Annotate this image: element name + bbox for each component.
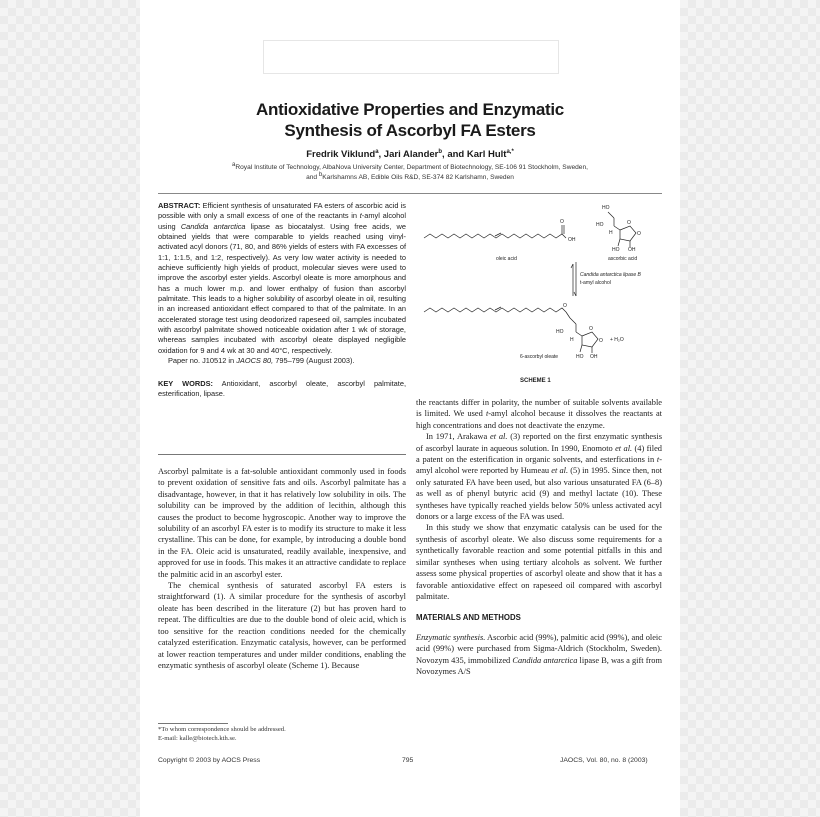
oleic-o-label: O [560,219,564,225]
water-byproduct: + H₂O [610,337,624,343]
paper-title-line-2: Synthesis of Ascorbyl FA Esters [284,121,536,140]
right-paragraph-1: the reactants differ in polarity, the number of suitable solvents available is limited. We used t-amyl alcohol because it dissolves the reactants at high concentrations and does not deactivate the enzyme. [416,398,662,430]
product-h-label: H [570,337,574,343]
ascorbyl-ring-structure [570,318,598,353]
ascorbic-ho-left: HO [596,222,604,228]
abstract-paragraph: ABSTRACT: Efficient synthesis of unsaturated FA esters of ascorbic acid is possible with only a small excess of one of the reactants in t-amyl alcohol using Candida antarctica lipase as biocatalyst. Using free acids, we obtained yields that were comparable to yields reached using vinyl-activated acyl donors (71, 80, and 86% yields of esters with FA excesses of 1:1, 1:1.5, and 1:2, respectively). As very low water activity is needed to achieve sufficiently high yields of product, molecular sieves were used to improve the ascorbyl ester yields. Ascorbyl oleate is more amorphous and has a much lower m.p. and lower enthalpy of fusion than ascorbyl palmitate. This leads to a higher solubility of ascorbyl oleate in oil, resulting in an increased antioxidant effect compared to that of the palmitate. In an accelerated storage test using deodorized rapeseed oil, samples incubated with ascorbyl palmitate showed noticeable oxidation after 1 wk of storage, whereas samples incubated with ascorbyl oleate displayed negligible oxidation for 9 and 4 wk at 30 and 40°C, respectively. [158,201,406,355]
abstract-block [158,201,406,399]
product-o-ring: O [589,326,593,332]
footer-journal: JAOCS, Vol. 80, no. 8 (2003) [560,757,648,764]
solvent-label: t-amyl alcohol [580,280,611,286]
footnote-divider [158,723,228,724]
keywords-label: KEY WORDS: [158,378,213,388]
title-divider [158,193,662,194]
header-blank-box [263,40,559,74]
ascorbic-o-carbonyl: O [637,231,641,237]
scheme-caption: SCHEME 1 [520,378,551,384]
product-oh-bottom: OH [590,354,598,360]
footer-page-number: 795 [402,757,414,764]
body-left-column [158,466,406,671]
affiliation-line-1: aRoyal Institute of Technology, AlbaNova University Center, Department of Biotechnology, SE-106 91 Stockholm, Sweden, [232,161,588,171]
author-3-sup: a,* [506,148,514,155]
body-right-column [416,397,662,677]
author-1: Fredrik Viklund [306,149,376,160]
abstract-label: ABSTRACT: [158,201,201,210]
right-paragraph-2: In 1971, Arakawa et al. (3) reported on the first enzymatic synthesis of ascorbyl laurate in aqueous solution. In 1990, Enomoto et al. (4) filed a patent on the esterification in organic solvents, and esterfications in t-amyl alcohol were reported by Humeau et al. (5) in 1995. Since then, not only saturated FA have been used, but also various unsaturated FA (6–8) as well as of phenyl butyric acid (9) and methyl lactate (10). These syntheses have typically reached yields below 50% unless activated acyl donors or a large excess of the FA was used. [416,432,662,522]
product-ho-bottom: HO [576,354,584,360]
materials-methods-heading: MATERIALS AND METHODS [416,613,521,623]
ascorbic-o-ring: O [627,220,631,226]
intro-paragraph-1: Ascorbyl palmitate is a fat-soluble antioxidant commonly used in foods to prevent oxidation of sensitive fats and oils. Ascorbyl palmitate has a disadvantage, however, in that it has relatively low solubility in oils. The solubility can be improved by the addition of lecithin, although this causes the product to become hygroscopic. Another way to improve the solubility of an ascorbyl FA ester is to modify its structure to make it less crystalline. This can be done, for example, by introducing a double bond in the FA. Oleic acid is unsaturated, readily available, inexpensive, and approved for use in foods. This makes it an attractive candidate to replace the palmitic acid in an ascorbyl ester. [158,467,406,579]
enzyme-label: Candida antarctica lipase B [580,272,641,278]
ascorbic-oh-bottom: OH [628,247,636,253]
product-o-carbonyl: O [599,338,603,344]
correspondence-footnote: *To whom correspondence should be addressed. E-mail: kalle@biotech.kth.se. [158,726,286,742]
scheme-1-figure [416,200,678,390]
author-list [150,149,670,160]
author-2: , Jari Alander [378,149,439,160]
paper-title-line-1: Antioxidative Properties and Enzymatic [256,100,564,119]
paper-reference: Paper no. J10512 in JAOCS 80, 795–799 (August 2003). [168,356,355,366]
ascorbic-ho-bottom: HO [612,247,620,253]
intro-paragraph-2: The chemical synthesis of saturated ascorbyl FA esters is straightforward (1). A similar procedure for the synthesis of ascorbyl oleate has been described in the literature (2) but has proven hard to repeat. The difficulties are due to the double bond of oleic acid, which is too sensitive for the reaction conditions needed for the chemically catalyzed esterification. Enzymatic catalysis, however, can be performed at lower reaction temperatures and under milder conditions, enabling the enzymatic synthesis of ascorbyl oleate (Scheme 1). Because [158,581,406,670]
author-1-sup: a [375,148,379,155]
right-paragraph-4: Enzymatic synthesis. Ascorbic acid (99%), palmitic acid (99%), and oleic acid (99%) were purchased from Sigma-Aldrich (Stockholm, Sweden). Novozym 435, immobilized Candida antarctica lipase B, was a gift from Novozymes A/S [416,632,662,676]
abstract-divider [158,454,406,455]
affiliation-line-2: and bKarlshamns AB, Edible Oils R&D, SE-374 82 Karlshamn, Sweden [306,171,514,181]
ascorbic-ho-top: HO [602,205,610,211]
keywords: KEY WORDS: Antioxidant, ascorbyl oleate, ascorbyl palmitate, esterification, lipase. [158,378,406,398]
oleic-acid-label: oleic acid [496,256,517,262]
ester-o-label: O [563,303,567,309]
oleic-oh-label: OH [568,237,576,243]
ascorbic-acid-label: ascorbic acid [608,256,638,262]
right-paragraph-3: In this study we show that enzymatic catalysis can be used for the synthesis of ascorbyl oleate. We also discuss some requirements for a synthetically favorable reaction and some potential pitfalls in this and similar syntheses when using tertiary alcohols as solvent. We further assess some physical properties of ascorbyl oleate and show that it has a favorable antioxidative effect on rapeseed oil compared with ascorbyl palmitate. [416,523,662,601]
product-ho-label: HO [556,329,564,335]
author-3: , and Karl Hult [442,149,507,160]
author-2-sup: b [438,148,443,155]
product-label: 6-ascorbyl oleate [520,354,559,360]
footer-copyright: Copyright © 2003 by AOCS Press [158,757,261,764]
ascorbic-h-label: H [609,230,613,236]
